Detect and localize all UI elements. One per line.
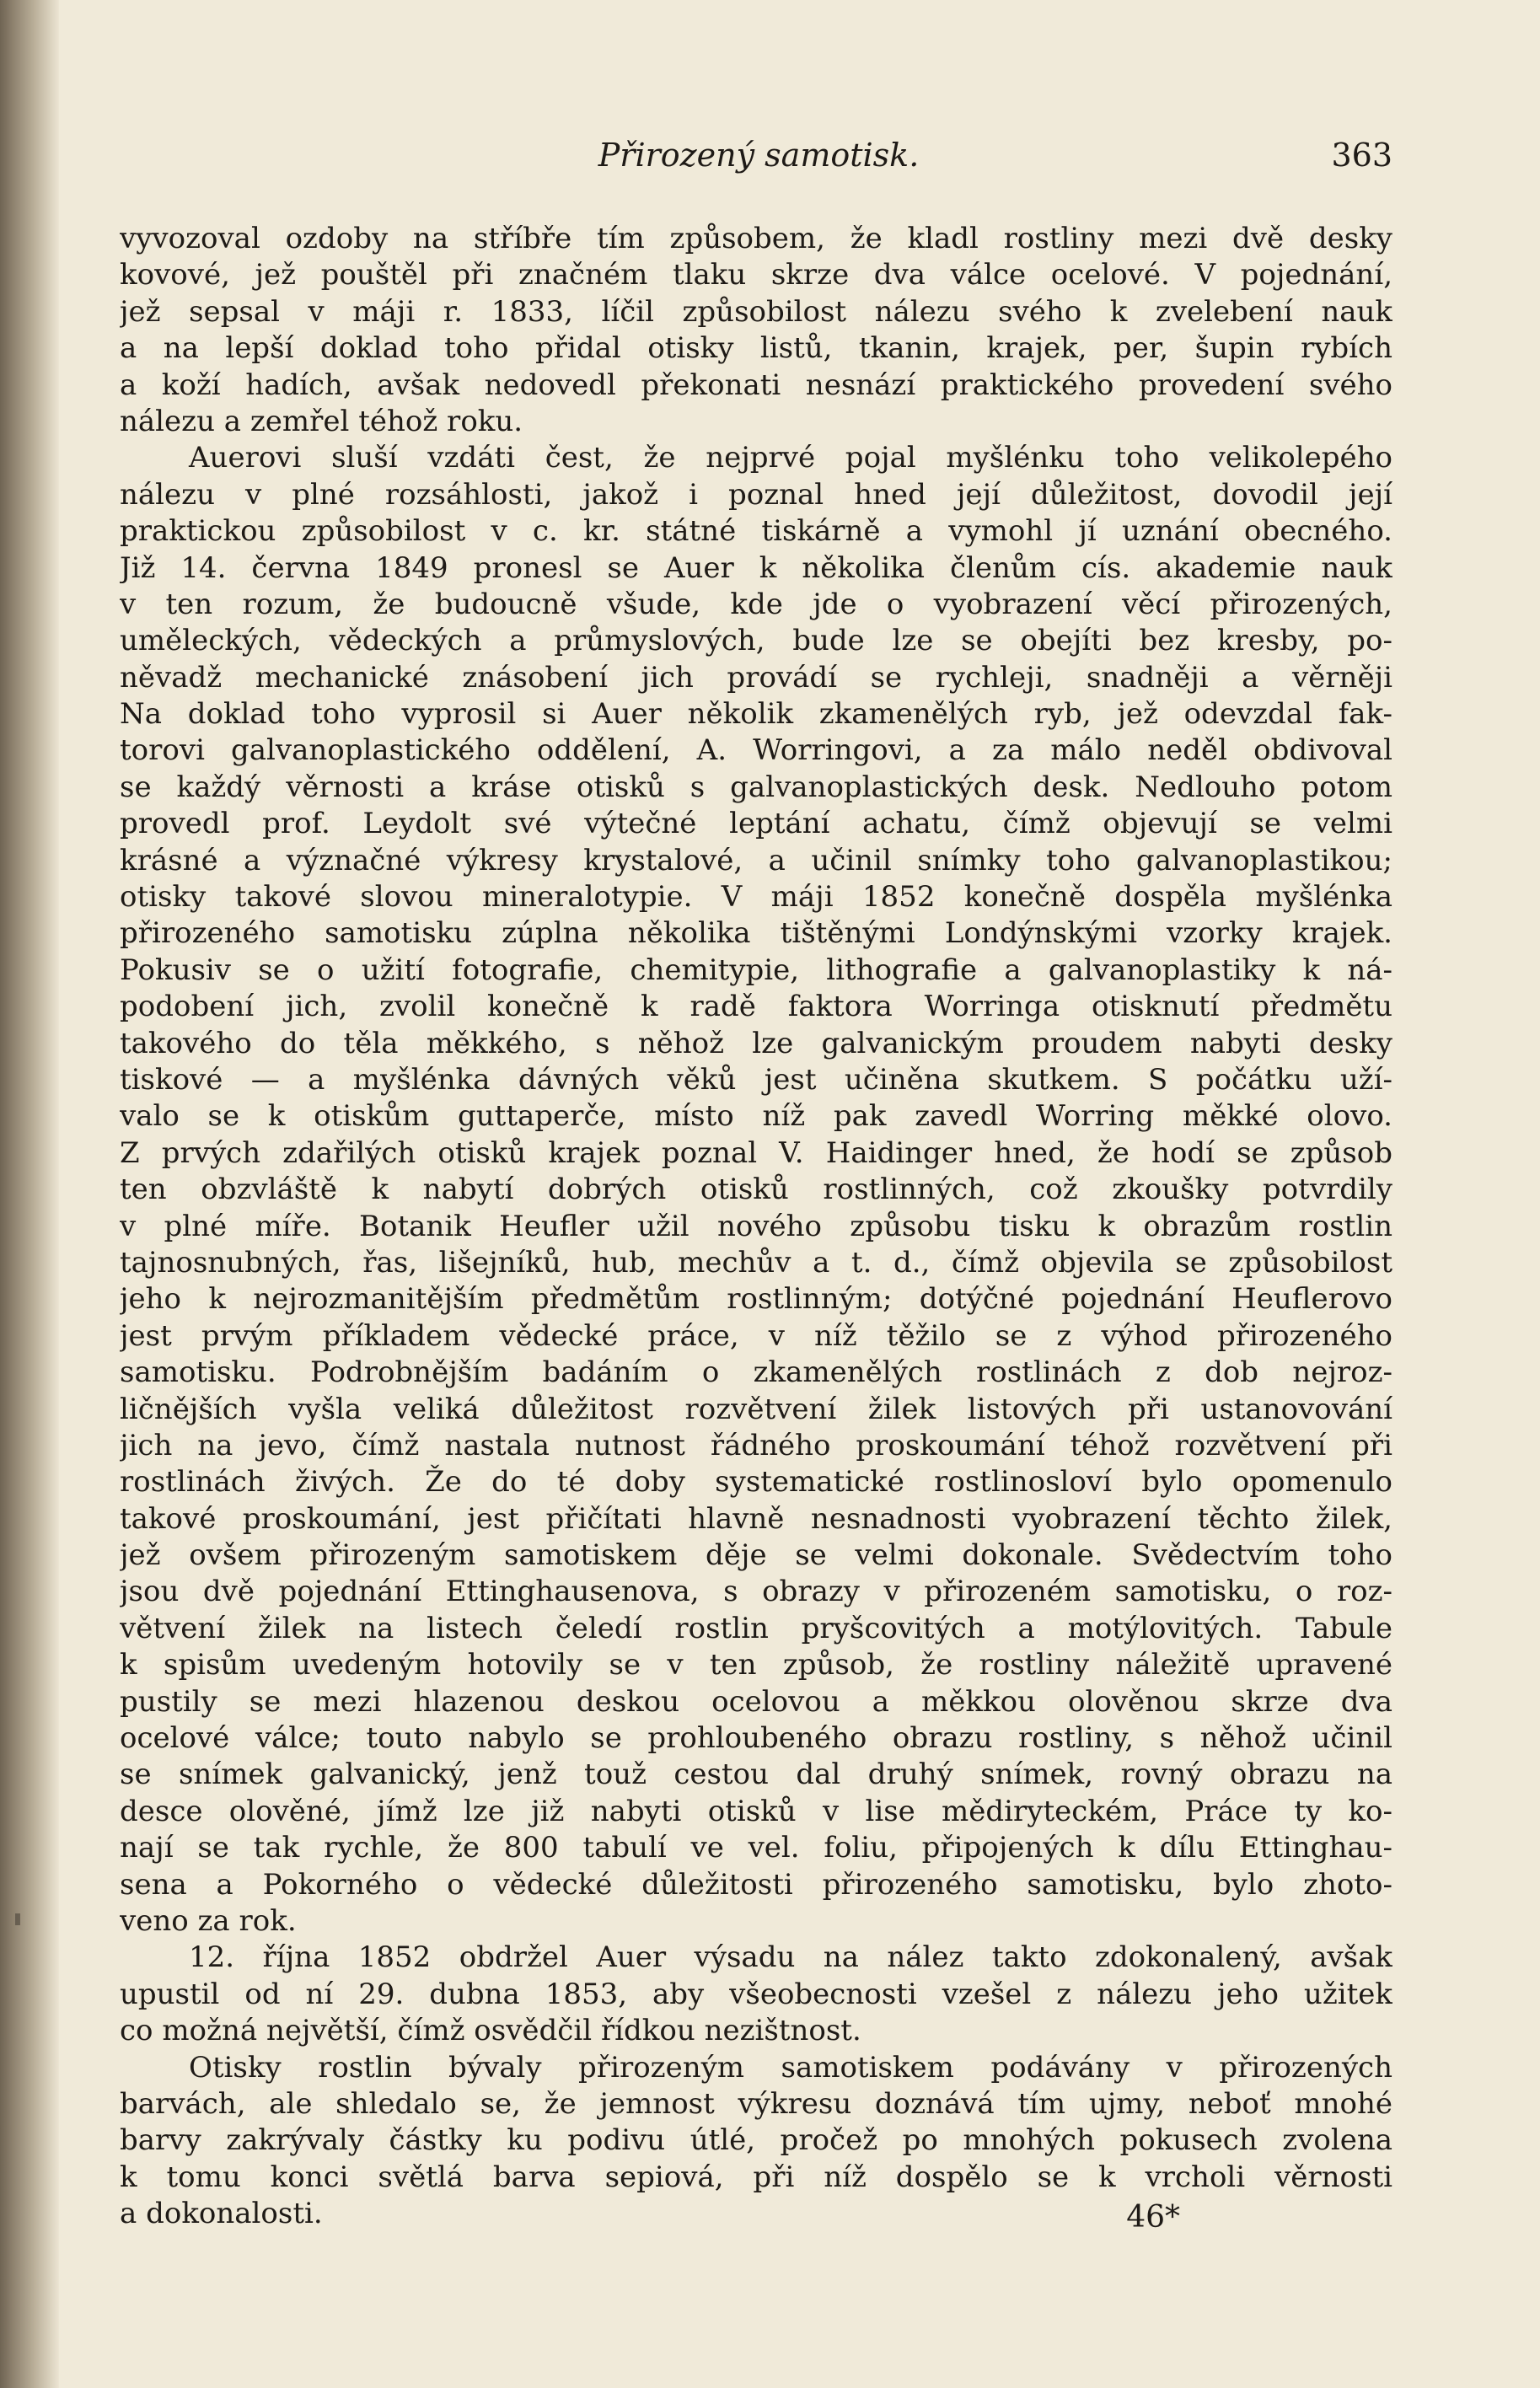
text-line: praktickou způsobilost v c. kr. státné tiskárně a vymohl jí uznání obecného. xyxy=(120,514,1392,549)
text-line: barvy zakrývaly částky ku podivu útlé, pročež po mnohých pokusech zvolena xyxy=(120,2123,1392,2158)
text-line: nálezu a zemřel téhož roku. xyxy=(120,404,523,438)
text-line: jsou dvě pojednání Ettinghausenova, s obrazy v přirozeném samotisku, o roz- xyxy=(120,1575,1392,1609)
text-line: v ten rozum, že budoucně všude, kde jde o vyobrazení věcí přirozených, xyxy=(120,587,1392,621)
text-line: valo se k otiskům guttaperče, místo níž pak zavedl Worring měkké olovo. xyxy=(120,1099,1392,1134)
body-text xyxy=(120,221,1392,2232)
text-line: Auerovi sluší vzdáti čest, že nejprvé pojal myšlénku toho velikolepého xyxy=(189,441,1392,475)
text-line: tiskové — a myšlénka dávných věků jest učiněna skutkem. S počátku uží- xyxy=(120,1062,1392,1097)
text-line: a na lepší doklad toho přidal otisky listů, tkanin, krajek, per, šupin rybích xyxy=(120,331,1392,366)
text-line: pustily se mezi hlazenou deskou ocelovou a měkkou olověnou skrze dva xyxy=(120,1684,1392,1719)
text-line: jeho k nejrozmanitějším předmětům rostlinným; dotýčné pojednání Heuflerovo xyxy=(120,1282,1392,1317)
text-line: jest prvým příkladem vědecké práce, v níž těžilo se z výhod přirozeného xyxy=(120,1318,1392,1353)
text-line: ten obzvláště k nabytí dobrých otisků rostlinných, což zkoušky potvrdily xyxy=(120,1173,1392,1207)
text-line: ličnějších vyšla veliká důležitost rozvětvení žilek listových při ustanovování xyxy=(120,1392,1392,1426)
text-line: podobení jich, zvolil konečně k radě faktora Worringa otisknutí předmětu xyxy=(120,990,1392,1024)
text-line: 12. října 1852 obdržel Auer výsadu na nález takto zdokonalený, avšak xyxy=(189,1940,1392,1975)
text-line: a dokonalosti. xyxy=(120,2197,323,2231)
text-line: ocelové válce; touto nabylo se prohloubeného obrazu rostliny, s něhož učinil xyxy=(120,1721,1392,1756)
text-line: přirozeného samotisku zúplna několika tištěnými Londýnskými vzorky krajek. xyxy=(120,916,1392,951)
text-line: provedl prof. Leydolt své výtečné leptání achatu, čímž objevují se velmi xyxy=(120,807,1392,841)
text-line: vyvozoval ozdoby na stříbře tím způsobem, že kladl rostliny mezi dvě desky xyxy=(120,222,1392,255)
text-line: k spisům uvedeným hotovily se v ten způsob, že rostliny náležitě upravené xyxy=(120,1648,1392,1682)
signature-mark: 46* xyxy=(1126,2200,1180,2235)
text-line: Pokusiv se o užití fotografie, chemitypie, lithografie a galvanoplastiky k ná- xyxy=(120,953,1392,987)
text-line: upustil od ní 29. dubna 1853, aby všeobecnosti vzešel z nálezu jeho užitek xyxy=(120,1977,1392,2011)
text-line: nálezu v plné rozsáhlosti, jakož i poznal hned její důležitost, dovodil její xyxy=(120,477,1392,512)
text-line: jež ovšem přirozeným samotiskem děje se velmi dokonale. Svědectvím toho xyxy=(120,1538,1392,1573)
text-line: větvení žilek na listech čeledí rostlin pryšcovitých a motýlovitých. Tabule xyxy=(120,1611,1392,1645)
text-line: rostlinách živých. Že do té doby systematické rostlinosloví bylo opomenulo xyxy=(120,1465,1392,1500)
page-number: 363 xyxy=(1331,137,1392,174)
book-gutter-shadow xyxy=(0,0,59,2388)
text-line: krásné a význačné výkresy krystalové, a učinil snímky toho galvanoplastikou; xyxy=(120,843,1392,877)
text-line: Na doklad toho vyprosil si Auer několik zkamenělých ryb, jež odevzdal fak- xyxy=(120,697,1392,732)
text-line: a koží hadích, avšak nedovedl překonati nesnází praktického provedení svého xyxy=(120,368,1392,402)
text-line: kovové, jež pouštěl při značném tlaku skrze dva válce ocelové. V pojednání, xyxy=(120,258,1392,292)
text-line: samotisku. Podrobnějším badáním o zkamenělých rostlinách z dob nejroz- xyxy=(120,1355,1392,1390)
page-edge-mark xyxy=(15,1913,20,1925)
text-line: Otisky rostlin bývaly přirozeným samotiskem podávány v přirozených xyxy=(189,2050,1392,2085)
text-line: v plné míře. Botanik Heufler užil nového způsobu tisku k obrazům rostlin xyxy=(120,1209,1392,1243)
text-line: Z prvých zdařilých otisků krajek poznal V. Haidinger hned, že hodí se způsob xyxy=(120,1135,1392,1170)
text-line: Již 14. června 1849 pronesl se Auer k několika členům cís. akademie nauk xyxy=(120,550,1392,585)
text-line: nají se tak rychle, že 800 tabulí ve vel. foliu, připojených k dílu Ettinghau- xyxy=(120,1831,1392,1865)
text-line: k tomu konci světlá barva sepiová, při níž dospělo se k vrcholi věrnosti xyxy=(120,2160,1392,2194)
text-line: barvách, ale shledalo se, že jemnost výkresu doznává tím ujmy, neboť mnohé xyxy=(120,2086,1392,2121)
running-title: Přirozený samotisk. xyxy=(598,137,920,174)
text-line: se každý věrnosti a kráse otisků s galvanoplastických desk. Nedlouho potom xyxy=(120,770,1392,804)
text-line: takové proskoumání, jest přičítati hlavně nesnadnosti vyobrazení těchto žilek, xyxy=(120,1501,1392,1536)
text-line: otisky takové slovou mineralotypie. V máji 1852 konečně dospěla myšlénka xyxy=(120,880,1392,915)
text-line: veno za rok. xyxy=(120,1903,297,1938)
text-line: se snímek galvanický, jenž touž cestou dal druhý snímek, rovný obrazu na xyxy=(120,1757,1392,1792)
text-line: něvadž mechanické znásobení jich provádí se rychleji, snadněji a věrněji xyxy=(120,660,1392,695)
running-head xyxy=(59,137,1540,179)
text-line: jež sepsal v máji r. 1833, líčil způsobilost nálezu svého k zvelebení nauk xyxy=(120,294,1392,329)
text-line: tajnosnubných, řas, lišejníků, hub, mechův a t. d., čímž objevila se způsobilost xyxy=(120,1245,1392,1280)
text-line: sena a Pokorného o vědecké důležitosti přirozeného samotisku, bylo zhoto- xyxy=(120,1867,1392,1902)
text-line: jich na jevo, čímž nastala nutnost řádného proskoumání téhož rozvětvení při xyxy=(120,1428,1392,1462)
text-line: co možná největší, čímž osvědčil řídkou nezištnost. xyxy=(120,2014,861,2048)
text-line: torovi galvanoplastického oddělení, A. Worringovi, a za málo neděl obdivoval xyxy=(120,733,1392,768)
text-line: desce olověné, jímž lze již nabyti otisků v lise mědiryteckém, Práce ty ko- xyxy=(120,1794,1392,1828)
book-page xyxy=(59,0,1540,2388)
text-line: takového do těla měkkého, s něhož lze galvanickým proudem nabyti desky xyxy=(120,1026,1392,1060)
text-line: uměleckých, vědeckých a průmyslových, bude lze se obejíti bez kresby, po- xyxy=(120,624,1392,658)
